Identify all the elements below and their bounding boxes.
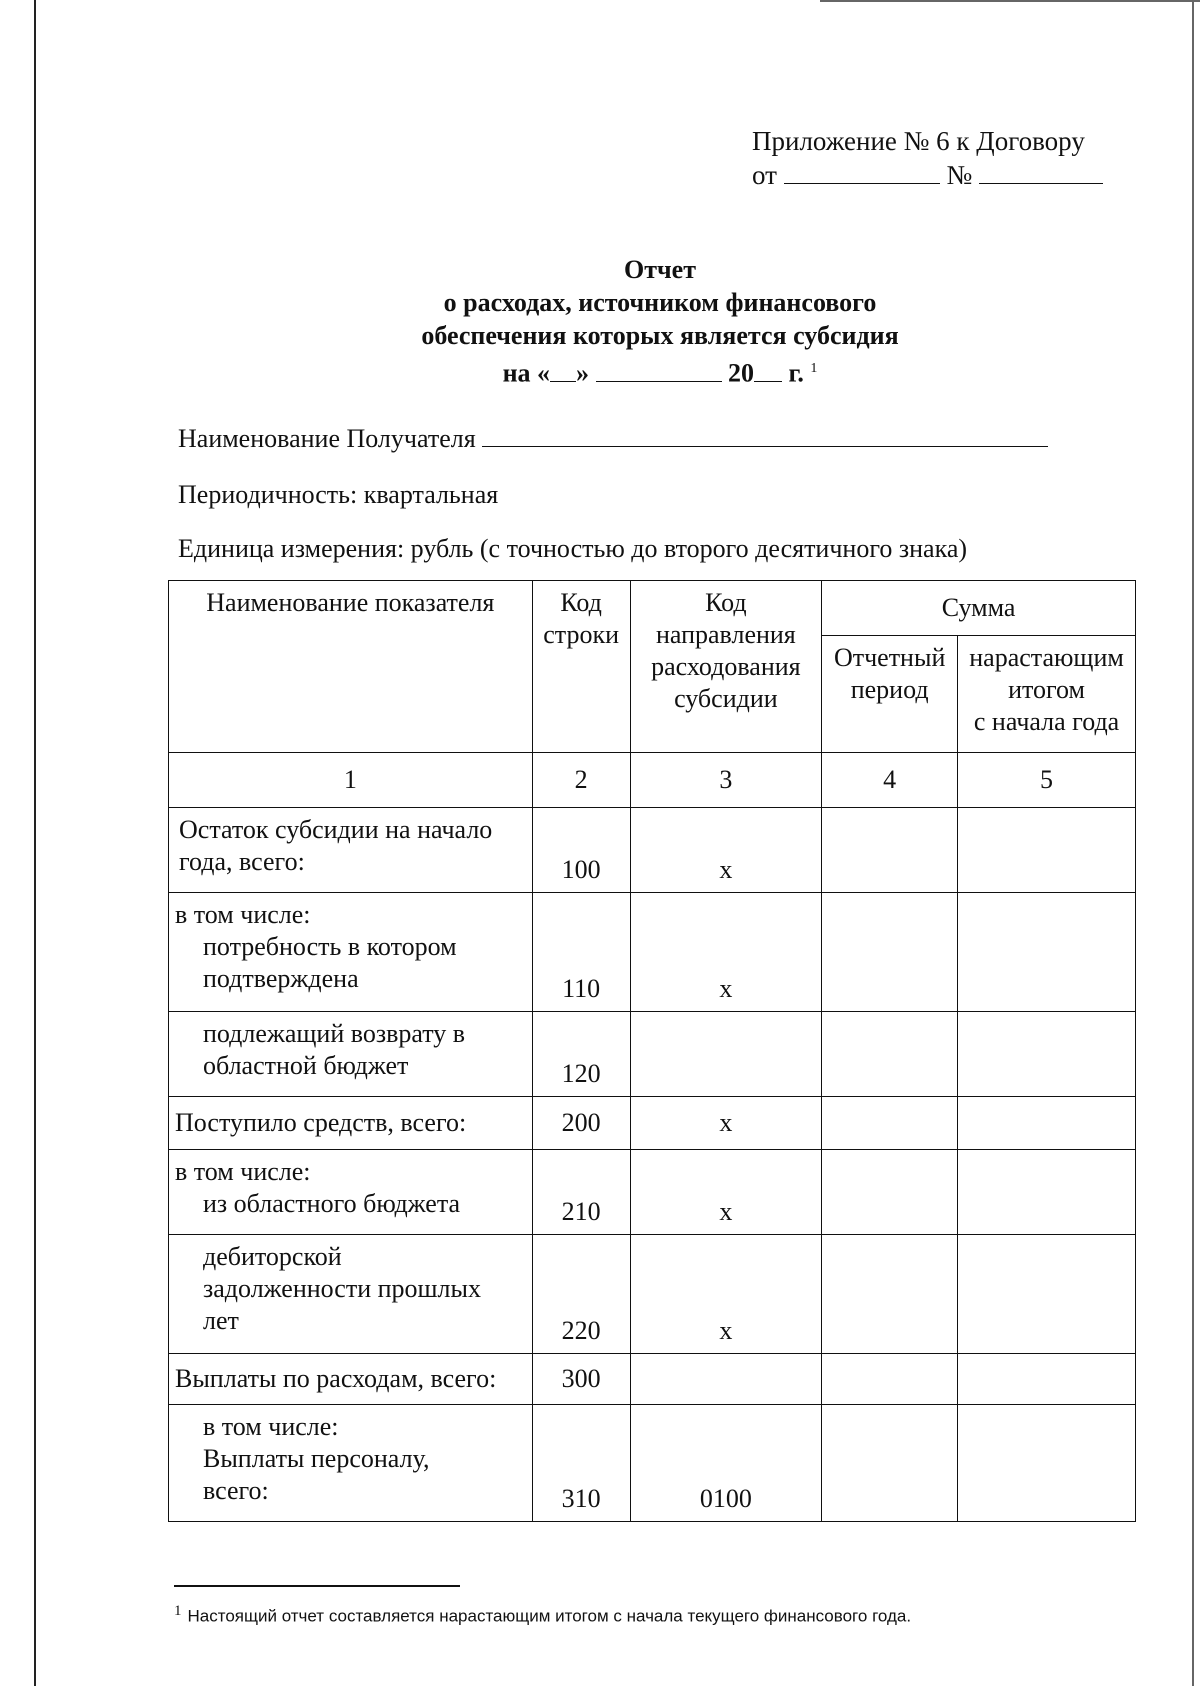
column-number-row <box>169 753 1136 808</box>
row-direction-310: 0100 <box>630 1405 822 1522</box>
row-period-110[interactable] <box>822 893 958 1012</box>
row-period-210[interactable] <box>822 1150 958 1235</box>
from-label: от <box>752 160 777 190</box>
col-number-1: 1 <box>169 753 533 808</box>
footnote-mark: 1 <box>174 1603 182 1619</box>
row-period-200[interactable] <box>822 1097 958 1150</box>
row-name-100: Остаток субсидии на начало года, всего: <box>169 808 533 893</box>
contract-date-number-line <box>752 158 1103 192</box>
row-period-220[interactable] <box>822 1235 958 1354</box>
col-number-2: 2 <box>532 753 630 808</box>
row-cumulative-220[interactable] <box>958 1235 1136 1354</box>
row-direction-100: x <box>630 808 822 893</box>
appendix-header <box>752 124 1103 192</box>
page-edge-top <box>820 0 1200 2</box>
row-cumulative-100[interactable] <box>958 808 1136 893</box>
year-blank <box>754 380 782 382</box>
table-row <box>169 1235 1136 1354</box>
row-period-100[interactable] <box>822 808 958 893</box>
table-row <box>169 1405 1136 1522</box>
row-cumulative-300[interactable] <box>958 1354 1136 1405</box>
row-cumulative-200[interactable] <box>958 1097 1136 1150</box>
row-period-310[interactable] <box>822 1405 958 1522</box>
table-row <box>169 1012 1136 1097</box>
row-code-300: 300 <box>532 1354 630 1405</box>
title-footnote-mark: 1 <box>810 361 818 376</box>
year-prefix: 20 <box>728 358 755 388</box>
page-edge-right <box>1192 0 1194 1686</box>
header-direction-code: Код направления расходования субсидии <box>630 581 822 753</box>
row-cumulative-210[interactable] <box>958 1150 1136 1235</box>
contract-number-blank <box>979 182 1103 184</box>
table-row <box>169 1097 1136 1150</box>
number-label: № <box>946 160 973 190</box>
row-code-310: 310 <box>532 1405 630 1522</box>
row-direction-110: x <box>630 893 822 1012</box>
row-period-300[interactable] <box>822 1354 958 1405</box>
row-direction-120 <box>630 1012 822 1097</box>
month-blank <box>596 380 722 382</box>
row-direction-210: x <box>630 1150 822 1235</box>
recipient-field <box>178 424 1048 454</box>
unit-field: Единица измерения: рубль (с точностью до второго десятичного знака) <box>178 534 968 563</box>
date-prefix: на « <box>502 358 551 388</box>
row-name-210: в том числе: из областного бюджета <box>169 1150 533 1235</box>
row-direction-220: x <box>630 1235 822 1354</box>
row-name-220: дебиторской задолженности прошлых лет <box>169 1235 533 1354</box>
table-row <box>169 1150 1136 1235</box>
report-table <box>168 580 1136 1522</box>
col-number-4: 4 <box>822 753 958 808</box>
row-code-110: 110 <box>532 893 630 1012</box>
title-line-3: обеспечения которых является субсидия <box>421 321 899 350</box>
date-mid: » <box>576 358 590 388</box>
appendix-line: Приложение № 6 к Договору <box>752 126 1085 156</box>
table-row <box>169 808 1136 893</box>
row-name-310: в том числе: Выплаты персоналу, всего: <box>169 1405 533 1522</box>
table-row <box>169 893 1136 1012</box>
row-code-200: 200 <box>532 1097 630 1150</box>
row-cumulative-310[interactable] <box>958 1405 1136 1522</box>
col-number-5: 5 <box>958 753 1136 808</box>
row-code-120: 120 <box>532 1012 630 1097</box>
header-row-1 <box>169 581 1136 636</box>
title-line-1: Отчет <box>624 255 696 284</box>
report-title <box>300 253 1020 390</box>
row-name-110: в том числе: потребность в котором подтверждена <box>169 893 533 1012</box>
recipient-blank <box>482 445 1048 447</box>
footnote-rule <box>174 1585 460 1587</box>
page-edge-left <box>34 0 36 1686</box>
row-code-100: 100 <box>532 808 630 893</box>
row-code-210: 210 <box>532 1150 630 1235</box>
row-cumulative-110[interactable] <box>958 893 1136 1012</box>
row-period-120[interactable] <box>822 1012 958 1097</box>
title-line-2: о расходах, источником финансового <box>443 288 877 317</box>
row-direction-200: x <box>630 1097 822 1150</box>
periodicity-field: Периодичность: квартальная <box>178 480 499 509</box>
contract-date-blank <box>784 182 940 184</box>
recipient-label: Наименование Получателя <box>178 424 476 453</box>
header-cumulative: нарастающим итогом с начала года <box>958 636 1136 753</box>
row-name-120: подлежащий возврату в областной бюджет <box>169 1012 533 1097</box>
footnote <box>174 1603 911 1627</box>
row-direction-300 <box>630 1354 822 1405</box>
col-number-3: 3 <box>630 753 822 808</box>
row-name-200: Поступило средств, всего: <box>169 1097 533 1150</box>
row-code-220: 220 <box>532 1235 630 1354</box>
header-row-code: Код строки <box>532 581 630 753</box>
year-suffix: г. <box>788 358 804 388</box>
row-name-300: Выплаты по расходам, всего: <box>169 1354 533 1405</box>
footnote-text: Настоящий отчет составляется нарастающим итогом с начала текущего финансового года. <box>187 1606 912 1626</box>
header-sum: Сумма <box>822 581 1136 636</box>
table-row <box>169 1354 1136 1405</box>
header-reporting-period: Отчетный период <box>822 636 958 753</box>
title-date-line <box>300 352 1020 390</box>
row-cumulative-120[interactable] <box>958 1012 1136 1097</box>
header-indicator-name: Наименование показателя <box>169 581 533 753</box>
day-blank <box>550 380 576 382</box>
